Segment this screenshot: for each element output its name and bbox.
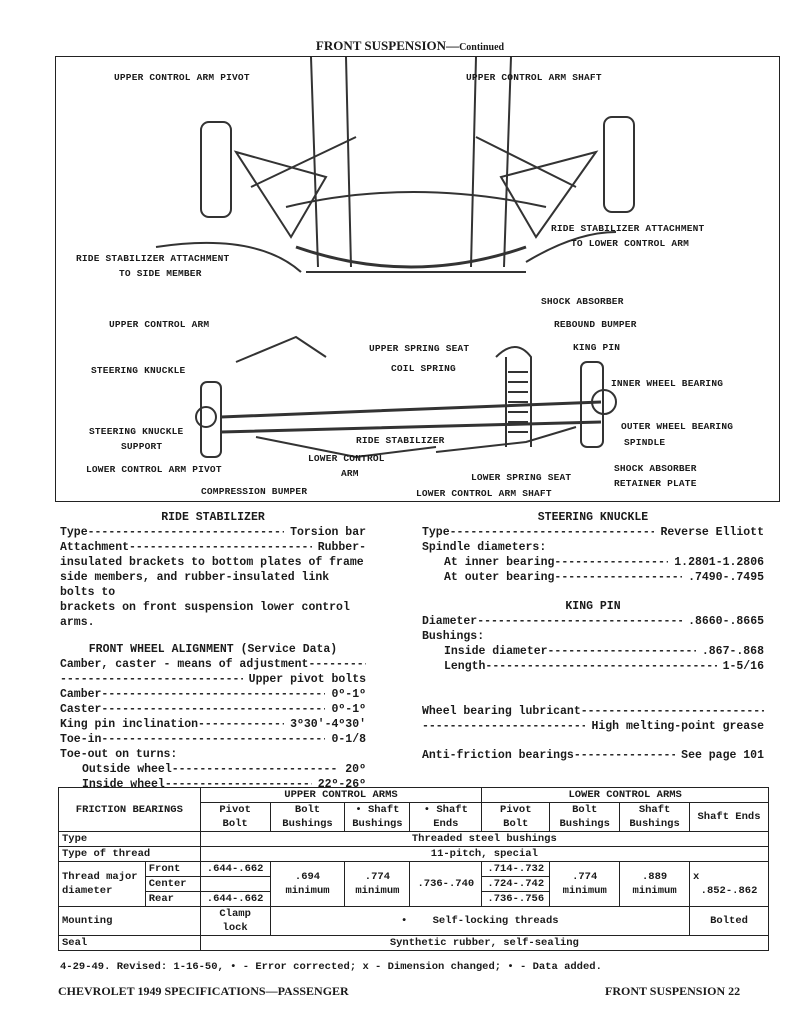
- spec-row: [422, 659, 764, 674]
- spec-value: Rubber-: [317, 541, 366, 554]
- cell: .889 minimum: [620, 862, 690, 907]
- label-ride-stabilizer: RIDE STABILIZER: [356, 435, 445, 446]
- king-pin-heading: KING PIN: [565, 600, 621, 613]
- column-header: Bolt Bushings: [270, 803, 345, 832]
- spec-value: 1.2801-1.2806: [674, 556, 764, 569]
- spec-row: [422, 614, 764, 629]
- column-header: • Shaft Ends: [410, 803, 482, 832]
- spec-value: 0-1/8: [331, 733, 366, 746]
- spec-key: Camber, caster - means of adjustment: [60, 658, 309, 671]
- cell: [200, 877, 270, 892]
- spec-row: [422, 570, 764, 585]
- cell: .694 minimum: [270, 862, 345, 907]
- title-main: FRONT SUSPENSION—: [315, 38, 460, 53]
- table-corner: FRICTION BEARINGS: [59, 788, 201, 832]
- changed-mark: x: [693, 871, 700, 883]
- spec-row: [60, 672, 366, 687]
- label-rebound-bumper: REBOUND BUMPER: [554, 319, 637, 330]
- label-lower-control-arm-2: ARM: [341, 468, 359, 479]
- spec-value: Upper pivot bolts: [248, 673, 366, 686]
- lower-group-header: LOWER CONTROL ARMS: [482, 788, 769, 803]
- spec-row: [422, 748, 764, 763]
- row-label: Type of thread: [59, 847, 201, 862]
- spec-row: [60, 702, 366, 717]
- spindle-label: Spindle diameters:: [422, 541, 547, 554]
- spec-row: [422, 555, 764, 570]
- cell: .774 minimum: [345, 862, 410, 907]
- label-shock-absorber: SHOCK ABSORBER: [541, 296, 624, 307]
- label-spindle: SPINDLE: [624, 437, 666, 448]
- spec-key: Anti-friction bearings: [422, 749, 574, 762]
- spec-key: At outer bearing: [444, 571, 555, 584]
- spec-value: High melting-point grease: [591, 720, 764, 733]
- spec-value: Reverse Elliott: [660, 526, 764, 539]
- front-suspension-diagram: [55, 56, 780, 502]
- table-row: [59, 832, 769, 847]
- spec-row: [60, 657, 366, 672]
- spec-key: Length: [444, 660, 486, 673]
- spec-key: Outside wheel: [82, 763, 172, 776]
- page-title: [0, 38, 800, 54]
- cell-value: Self-locking threads: [432, 915, 559, 927]
- spec-value: 3º30'-4º30': [290, 718, 366, 731]
- left-spec-column: [60, 510, 366, 792]
- table-row: [59, 862, 769, 877]
- label-lower-control-arm-shaft: LOWER CONTROL ARM SHAFT: [416, 488, 552, 499]
- spec-value: 0º-1º: [331, 688, 366, 701]
- steering-knuckle-heading: STEERING KNUCKLE: [537, 511, 649, 524]
- row-label: Seal: [59, 936, 201, 951]
- spec-row: [422, 704, 764, 719]
- sub-label: Front: [145, 862, 200, 877]
- spec-row: [60, 717, 366, 732]
- column-header: Shaft Bushings: [620, 803, 690, 832]
- revision-note: 4-29-49. Revised: 1-16-50, • - Error corrected; x - Dimension changed; • - Data added.: [60, 961, 602, 973]
- label-lower-spring-seat: LOWER SPRING SEAT: [471, 472, 572, 483]
- spec-key: Inside wheel: [82, 778, 165, 791]
- spec-row: [422, 719, 764, 734]
- attachment-text: side members, and rubber-insulated link bolts to: [60, 571, 330, 599]
- alignment-heading: FRONT WHEEL ALIGNMENT (Service Data): [88, 643, 338, 656]
- cell: .714-.732: [482, 862, 550, 877]
- spec-row: [60, 762, 366, 777]
- title-suffix: Continued: [459, 42, 505, 53]
- column-header: • Shaft Bushings: [345, 803, 410, 832]
- spec-key: Inside diameter: [444, 645, 548, 658]
- cell: .774 minimum: [550, 862, 620, 907]
- cell: .736-.740: [410, 862, 482, 907]
- cell-value: .852-.862: [700, 885, 758, 897]
- label-upper-control-arm-pivot: UPPER CONTROL ARM PIVOT: [114, 72, 250, 83]
- ride-stabilizer-heading: RIDE STABILIZER: [161, 511, 265, 524]
- spec-key: Type: [60, 526, 88, 539]
- spec-key: Toe-in: [60, 733, 102, 746]
- spec-value: See page 101: [681, 749, 764, 762]
- label-shock-retainer-2: RETAINER PLATE: [614, 478, 697, 489]
- spec-value: 0º-1º: [331, 703, 366, 716]
- spec-row: [422, 644, 764, 659]
- cell: .644-.662: [200, 862, 270, 877]
- label-ride-stabilizer-attachment-lower-2: TO LOWER CONTROL ARM: [571, 238, 690, 249]
- table-row: [59, 847, 769, 862]
- footer-right: FRONT SUSPENSION 22: [605, 984, 741, 998]
- friction-bearings-table: [58, 787, 769, 951]
- label-lower-control-arm-pivot: LOWER CONTROL ARM PIVOT: [86, 464, 222, 475]
- attachment-text: insulated brackets to bottom plates of frame: [60, 556, 364, 569]
- cell: [690, 862, 769, 907]
- label-king-pin: KING PIN: [573, 342, 621, 353]
- upper-group-header: UPPER CONTROL ARMS: [200, 788, 482, 803]
- spec-row: [60, 687, 366, 702]
- row-label: Type: [59, 832, 201, 847]
- spec-key: Camber: [60, 688, 102, 701]
- spec-value: 22º-26º: [317, 778, 366, 791]
- spec-value: 1-5/16: [722, 660, 764, 673]
- label-ride-stabilizer-attachment-lower-1: RIDE STABILIZER ATTACHMENT: [551, 223, 705, 234]
- spec-key: Caster: [60, 703, 102, 716]
- spec-row: [60, 540, 366, 555]
- row-label: Mounting: [59, 907, 201, 936]
- added-mark: •: [401, 915, 408, 927]
- table-row: [59, 907, 769, 936]
- footer-left: CHEVROLET 1949 SPECIFICATIONS—PASSENGER: [58, 984, 349, 998]
- cell: 11-pitch, special: [200, 847, 768, 862]
- cell: Synthetic rubber, self-sealing: [200, 936, 768, 951]
- row-label: Thread major diameter: [59, 862, 146, 907]
- spec-value: .867-.868: [701, 645, 764, 658]
- right-spec-column: [422, 510, 764, 763]
- sub-label: Center: [145, 877, 200, 892]
- cell: Clamp lock: [200, 907, 270, 936]
- label-outer-wheel-bearing: OUTER WHEEL BEARING: [621, 421, 734, 432]
- label-upper-control-arm-shaft: UPPER CONTROL ARM SHAFT: [466, 72, 602, 83]
- spec-key: Type: [422, 526, 450, 539]
- spec-row: [422, 525, 764, 540]
- spec-key: Attachment: [60, 541, 130, 554]
- spec-value: Torsion bar: [290, 526, 366, 539]
- label-knuckle-support-1: STEERING KNUCKLE: [89, 426, 184, 437]
- label-upper-control-arm: UPPER CONTROL ARM: [109, 319, 210, 330]
- spec-key: Diameter: [422, 615, 478, 628]
- sub-label: Rear: [145, 892, 200, 907]
- column-header: Pivot Bolt: [200, 803, 270, 832]
- spec-value: 20º: [345, 763, 366, 776]
- toe-out-label: Toe-out on turns:: [60, 748, 178, 761]
- label-knuckle-support-2: SUPPORT: [121, 441, 163, 452]
- spec-row: [60, 525, 366, 540]
- label-ride-stabilizer-attachment-side-2: TO SIDE MEMBER: [119, 268, 202, 279]
- cell: Threaded steel bushings: [200, 832, 768, 847]
- spec-row: [60, 732, 366, 747]
- column-header: Pivot Bolt: [482, 803, 550, 832]
- label-compression-bumper: COMPRESSION BUMPER: [201, 486, 308, 497]
- attachment-text: brackets on front suspension lower control arms.: [60, 601, 350, 629]
- label-lower-control-arm-1: LOWER CONTROL: [308, 453, 385, 464]
- table-row: [59, 936, 769, 951]
- spec-value: .7490-.7495: [688, 571, 764, 584]
- column-header: Shaft Ends: [690, 803, 769, 832]
- spec-key: At inner bearing: [444, 556, 555, 569]
- cell: .724-.742: [482, 877, 550, 892]
- label-steering-knuckle: STEERING KNUCKLE: [91, 365, 186, 376]
- bushings-label: Bushings:: [422, 630, 485, 643]
- label-upper-spring-seat: UPPER SPRING SEAT: [369, 343, 470, 354]
- label-ride-stabilizer-attachment-side-1: RIDE STABILIZER ATTACHMENT: [76, 253, 230, 264]
- spec-key: King pin inclination: [60, 718, 199, 731]
- column-header: Bolt Bushings: [550, 803, 620, 832]
- cell: .644-.662: [200, 892, 270, 907]
- label-inner-wheel-bearing: INNER WHEEL BEARING: [611, 378, 724, 389]
- cell: [270, 907, 689, 936]
- label-shock-retainer-1: SHOCK ABSORBER: [614, 463, 697, 474]
- cell: .736-.756: [482, 892, 550, 907]
- spec-key: Wheel bearing lubricant: [422, 705, 581, 718]
- cell: Bolted: [690, 907, 769, 936]
- spec-value: .8660-.8665: [688, 615, 764, 628]
- label-coil-spring: COIL SPRING: [391, 363, 456, 374]
